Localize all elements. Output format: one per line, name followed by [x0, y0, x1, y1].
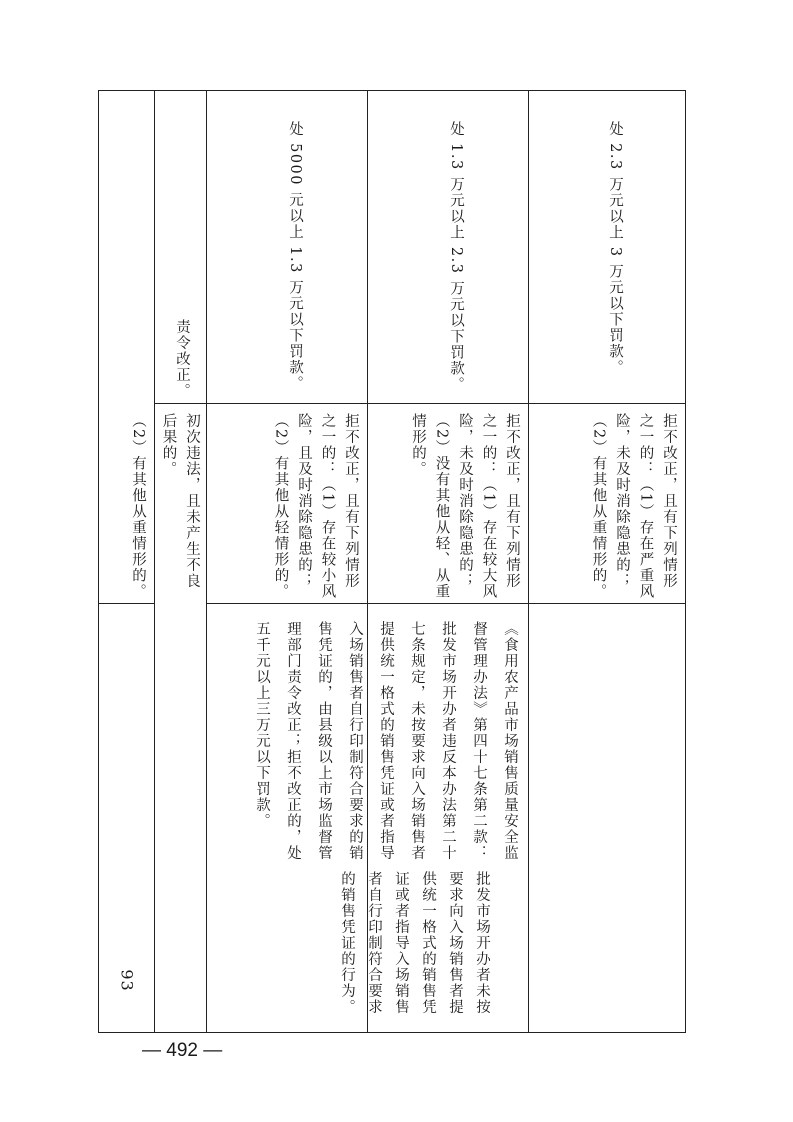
tier-circumstance: （2）有其他从重情形的。 [130, 413, 146, 600]
row-divider [99, 603, 154, 604]
tier-circumstance: 拒不改正，且有下列情形之一的：（1）存在较大风险，未及时消除隐患的；（2）没有其他从轻、从重情形的。 [410, 413, 520, 600]
penalty-table [98, 90, 686, 1033]
tier-penalty: 处 5000 元以上 1.3 万元以下罚款。 [287, 121, 303, 392]
tier-circumstance: 拒不改正，且有下列情形之一的：（1）存在较小风险，且及时消除隐患的；（2）有其他从轻情形的。 [272, 413, 359, 600]
page-number: — 492 — [142, 1040, 223, 1061]
row-divider [206, 603, 685, 604]
tier-penalty: 处 1.3 万元以上 2.3 万元以下罚款。 [448, 121, 464, 393]
tier-penalty: 责令改正。 [174, 319, 190, 399]
tier-circumstance: 初次违法，且未产生不良后果的。 [160, 413, 200, 589]
row-number: 93 [117, 969, 137, 992]
legal-basis: 《食用农产品市场销售质量安全监督管理办法》第四十七条第二款：批发市场开办者违反本办法第二十七条规定，未按要求向入场销售者提供统一格式的销售凭证或者指导入场销售者自行印制符合要求的销售凭证的，由县级以上市场监督管理部门责令改正；拒不改正的，处五千元以上三万元以下罚款。 [254, 621, 518, 861]
violation-description: 批发市场开办者未按要求向入场销售者提供统一格式的销售凭证或者指导入场销售者自行印制符合要求的销售凭证的行为。 [339, 871, 490, 1015]
row-divider [154, 403, 685, 404]
tier-penalty: 处 2.3 万元以上 3 万元以下罚款。 [607, 121, 623, 376]
tier-circumstance: 拒不改正，且有下列情形之一的：（1）存在严重风险，未及时消除隐患的；（2）有其他从重情形的。 [590, 413, 677, 600]
